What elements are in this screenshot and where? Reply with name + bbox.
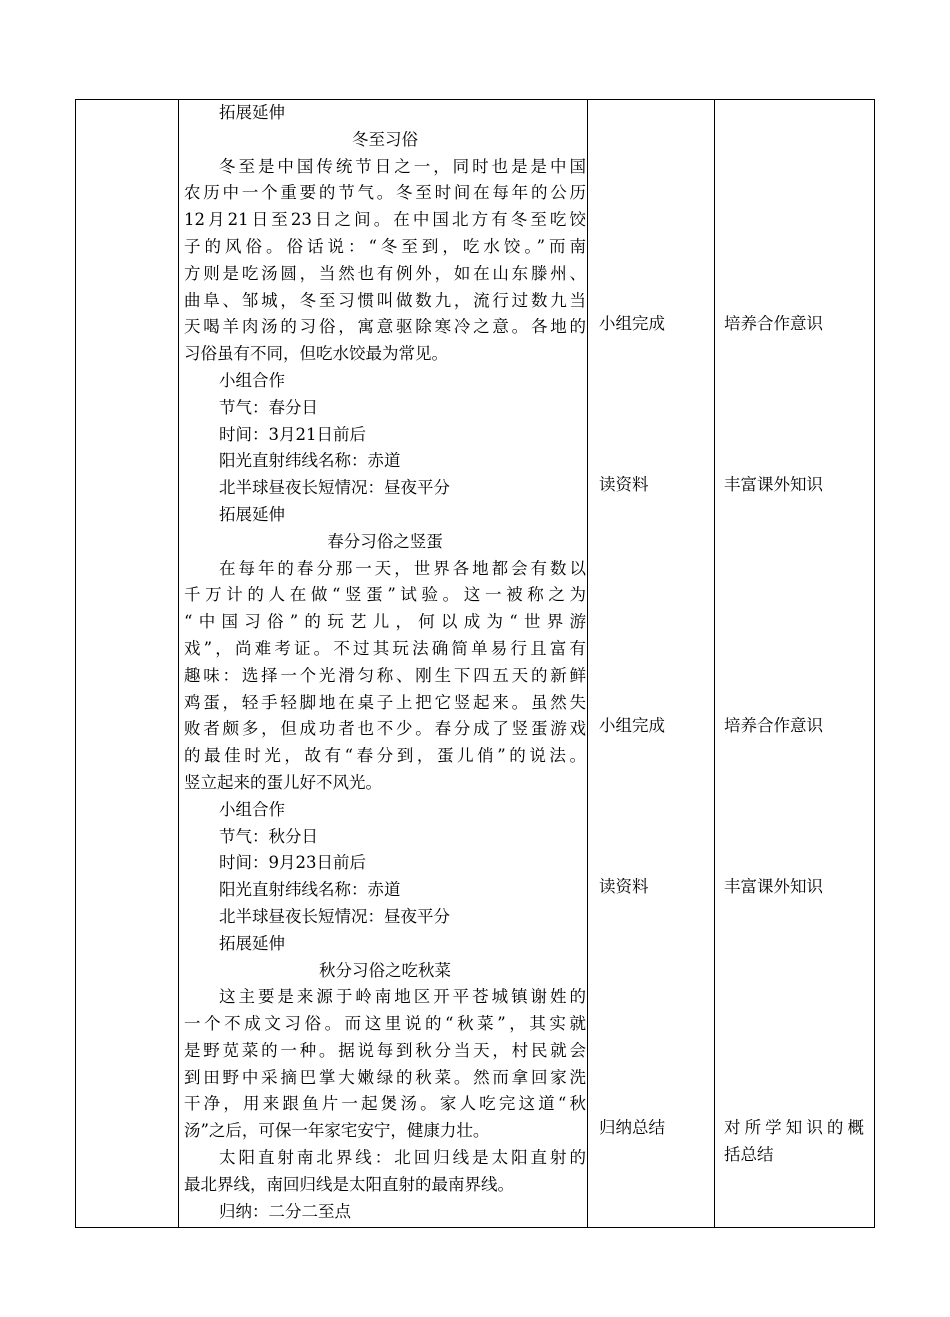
content-line: 是野苋菜的一种。据说每到秋分当天，村民就会 bbox=[184, 1040, 586, 1060]
content-line: 小组合作 bbox=[219, 370, 285, 390]
content-line: 阳光直射纬线名称：赤道 bbox=[219, 880, 401, 900]
content-line: 的最佳时光，故有“春分到，蛋儿俏”的说法。 bbox=[184, 746, 586, 766]
content-line: 拓展延伸 bbox=[219, 103, 285, 122]
design-purpose-1: 培养合作意识 bbox=[724, 314, 823, 333]
content-line: 天喝羊肉汤的习俗，寓意驱除寒冷之意。各地的 bbox=[184, 317, 586, 337]
lesson-table bbox=[75, 99, 875, 1228]
column-divider-3 bbox=[714, 100, 715, 1227]
content-line: “中国习俗”的玩艺儿，何以成为“世界游 bbox=[184, 612, 586, 632]
content-line: 秋分习俗之吃秋菜 bbox=[319, 960, 451, 980]
content-line: 败者颇多，但成功者也不少。春分成了竖蛋游戏 bbox=[184, 719, 586, 739]
design-purpose-summary-line1: 对所学知识的概 bbox=[724, 1118, 864, 1137]
content-line: 曲阜、邹城，冬至习惯叫做数九，流行过数九当 bbox=[184, 290, 586, 310]
content-line: 趣味：选择一个光滑匀称、刚生下四五天的新鲜 bbox=[184, 665, 586, 685]
content-line: 小组合作 bbox=[219, 799, 285, 819]
content-line: 节气：秋分日 bbox=[219, 826, 318, 846]
column-divider-1 bbox=[178, 100, 179, 1227]
content-line: 戏”，尚难考证。不过其玩法确简单易行且富有 bbox=[184, 638, 586, 658]
design-purpose-summary bbox=[724, 1115, 864, 1169]
content-line: 这主要是来源于岭南地区开平苍城镇谢姓的 bbox=[219, 987, 586, 1007]
content-line: 习俗虽有不同，但吃水饺最为常见。 bbox=[184, 344, 448, 364]
content-line: 到田野中采摘巴掌大嫩绿的秋菜。然而拿回家洗 bbox=[184, 1067, 586, 1087]
column-divider-2 bbox=[587, 100, 588, 1227]
content-line: 时间：9月23日前后 bbox=[219, 853, 366, 873]
content-line: 在每年的春分那一天，世界各地都会有数以 bbox=[219, 558, 586, 578]
content-line: 拓展延伸 bbox=[219, 933, 285, 953]
content-line: 节气：春分日 bbox=[219, 397, 318, 417]
content-line: 阳光直射纬线名称：赤道 bbox=[219, 451, 401, 471]
content-line: 子的风俗。俗话说：“冬至到，吃水饺。”而南 bbox=[184, 236, 586, 256]
student-activity-1: 小组完成 bbox=[599, 314, 665, 333]
content-line: 千万计的人在做“竖蛋”试验。这一被称之为 bbox=[184, 585, 586, 605]
design-purpose-3: 培养合作意识 bbox=[724, 716, 823, 735]
content-line: 拓展延伸 bbox=[219, 504, 285, 524]
student-activity-4: 读资料 bbox=[599, 877, 649, 896]
content-line: 汤”之后，可保一年家宅安宁，健康力壮。 bbox=[184, 1121, 490, 1141]
student-activity-2: 读资料 bbox=[599, 475, 649, 494]
content-line: 北半球昼夜长短情况：昼夜平分 bbox=[219, 906, 450, 926]
design-purpose-4: 丰富课外知识 bbox=[724, 877, 823, 896]
content-line: 鸡蛋，轻手轻脚地在桌子上把它竖起来。虽然失 bbox=[184, 692, 586, 712]
design-purpose-summary-line2: 括总结 bbox=[724, 1144, 774, 1164]
content-line: 一个不成文习俗。而这里说的“秋菜”，其实就 bbox=[184, 1014, 586, 1034]
student-activity-summary: 归纳总结 bbox=[599, 1118, 665, 1137]
content-line: 北半球昼夜长短情况：昼夜平分 bbox=[219, 478, 450, 498]
content-line: 冬至是中国传统节日之一，同时也是是中国 bbox=[219, 156, 586, 176]
student-activity-3: 小组完成 bbox=[599, 716, 665, 735]
content-line: 方则是吃汤圆，当然也有例外，如在山东滕州、 bbox=[184, 263, 586, 283]
content-line: 春分习俗之竖蛋 bbox=[327, 531, 443, 551]
content-line: 归纳：二分二至点 bbox=[219, 1201, 351, 1221]
content-line: 冬至习俗 bbox=[352, 129, 418, 149]
content-line: 最北界线，南回归线是太阳直射的最南界线。 bbox=[184, 1174, 514, 1194]
content-line: 干净，用来跟鱼片一起煲汤。家人吃完这道“秋 bbox=[184, 1094, 586, 1114]
design-purpose-2: 丰富课外知识 bbox=[724, 475, 823, 494]
content-line: 12月21日至23日之间。在中国北方有冬至吃饺 bbox=[184, 210, 586, 230]
content-line: 时间：3月21日前后 bbox=[219, 424, 366, 444]
content-line: 太阳直射南北界线：北回归线是太阳直射的 bbox=[219, 1148, 586, 1168]
content-line: 农历中一个重要的节气。冬至时间在每年的公历 bbox=[184, 183, 586, 203]
content-line: 竖立起来的蛋儿好不风光。 bbox=[184, 772, 382, 792]
teaching-content-column bbox=[184, 100, 586, 1225]
